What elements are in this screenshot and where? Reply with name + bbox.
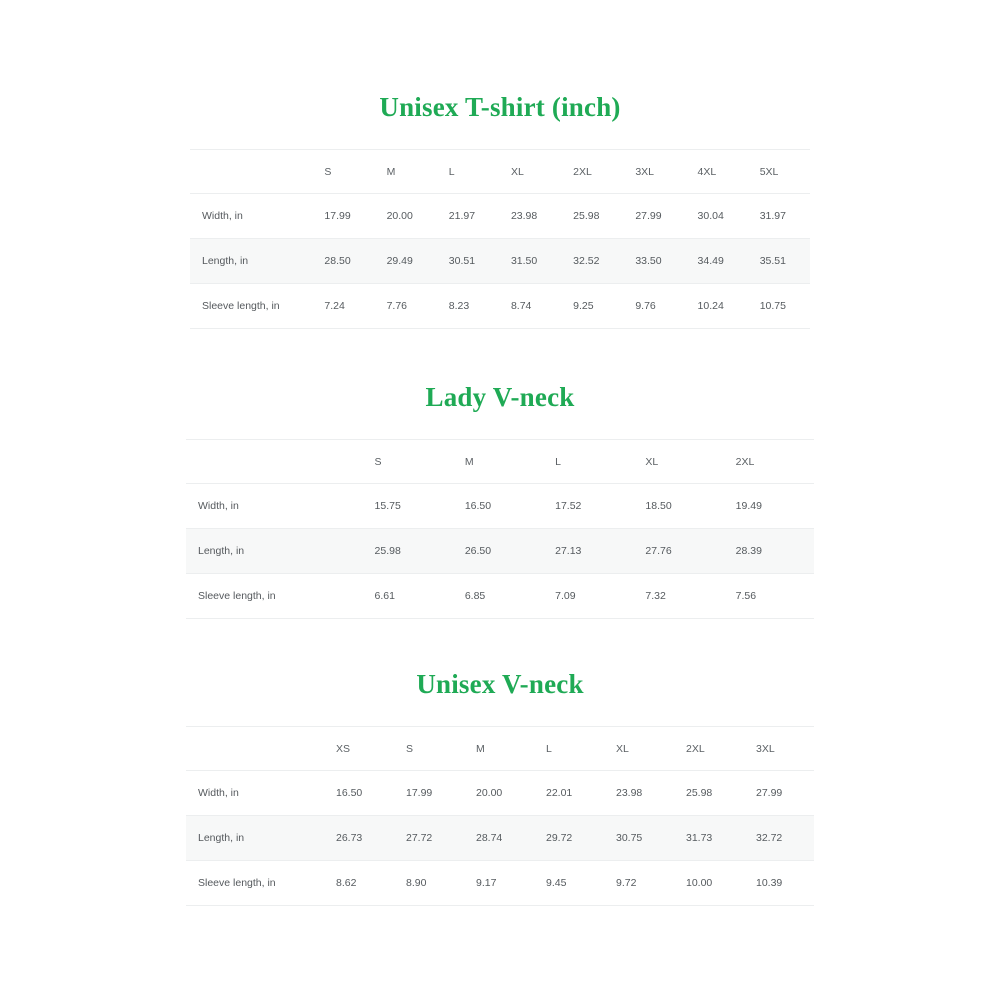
column-header-2xl: 2XL (724, 440, 814, 484)
row-label: Width, in (186, 771, 324, 816)
table-cell: 29.49 (375, 239, 437, 284)
table-cell: 8.62 (324, 861, 394, 906)
table-row (186, 771, 814, 816)
table-cell: 9.72 (604, 861, 674, 906)
section-title: Unisex V-neck (416, 669, 584, 699)
table-header-row (186, 727, 814, 771)
table-cell: 10.24 (686, 284, 748, 329)
table-cell: 28.39 (724, 529, 814, 574)
column-header-blank (190, 150, 312, 194)
size-table-unisex-vneck (186, 726, 814, 906)
table-cell: 21.97 (437, 194, 499, 239)
column-header-l: L (534, 727, 604, 771)
table-cell: 6.85 (453, 574, 543, 619)
table-cell: 6.61 (363, 574, 453, 619)
table-row (190, 194, 810, 239)
size-table-lady-vneck (186, 439, 814, 619)
table-row (186, 529, 814, 574)
table-cell: 27.99 (744, 771, 814, 816)
table-cell: 7.76 (375, 284, 437, 329)
table-container (0, 439, 1000, 619)
table-cell: 10.39 (744, 861, 814, 906)
table-header-row (190, 150, 810, 194)
column-header-2xl: 2XL (561, 150, 623, 194)
table-cell: 31.73 (674, 816, 744, 861)
section-title: Unisex T-shirt (inch) (379, 92, 621, 122)
table-cell: 7.24 (312, 284, 374, 329)
table-cell: 26.73 (324, 816, 394, 861)
table-cell: 17.99 (394, 771, 464, 816)
column-header-m: M (453, 440, 543, 484)
column-header-5xl: 5XL (748, 150, 810, 194)
table-cell: 16.50 (453, 484, 543, 529)
table-cell: 8.23 (437, 284, 499, 329)
row-label: Sleeve length, in (186, 574, 363, 619)
table-cell: 32.52 (561, 239, 623, 284)
table-cell: 18.50 (633, 484, 723, 529)
table-cell: 9.76 (623, 284, 685, 329)
row-label: Sleeve length, in (186, 861, 324, 906)
table-cell: 27.76 (633, 529, 723, 574)
column-header-l: L (543, 440, 633, 484)
table-cell: 16.50 (324, 771, 394, 816)
table-cell: 32.72 (744, 816, 814, 861)
column-header-4xl: 4XL (686, 150, 748, 194)
row-label: Length, in (186, 816, 324, 861)
column-header-s: S (312, 150, 374, 194)
table-container (0, 726, 1000, 906)
table-cell: 30.75 (604, 816, 674, 861)
table-cell: 25.98 (363, 529, 453, 574)
table-cell: 29.72 (534, 816, 604, 861)
table-cell: 25.98 (674, 771, 744, 816)
table-cell: 8.74 (499, 284, 561, 329)
table-cell: 20.00 (375, 194, 437, 239)
column-header-3xl: 3XL (623, 150, 685, 194)
table-cell: 10.75 (748, 284, 810, 329)
table-row (186, 861, 814, 906)
column-header-l: L (437, 150, 499, 194)
column-header-m: M (464, 727, 534, 771)
table-row (186, 574, 814, 619)
size-section-unisex-tshirt (0, 92, 1000, 329)
column-header-s: S (394, 727, 464, 771)
row-label: Length, in (186, 529, 363, 574)
size-section-lady-vneck (0, 382, 1000, 619)
table-cell: 34.49 (686, 239, 748, 284)
column-header-s: S (363, 440, 453, 484)
column-header-blank (186, 440, 363, 484)
table-cell: 27.99 (623, 194, 685, 239)
table-cell: 35.51 (748, 239, 810, 284)
table-cell: 26.50 (453, 529, 543, 574)
table-cell: 31.50 (499, 239, 561, 284)
table-cell: 22.01 (534, 771, 604, 816)
table-cell: 20.00 (464, 771, 534, 816)
table-cell: 15.75 (363, 484, 453, 529)
table-cell: 10.00 (674, 861, 744, 906)
column-header-xs: XS (324, 727, 394, 771)
table-cell: 23.98 (604, 771, 674, 816)
table-cell: 7.56 (724, 574, 814, 619)
column-header-xl: XL (604, 727, 674, 771)
row-label: Length, in (190, 239, 312, 284)
table-cell: 23.98 (499, 194, 561, 239)
table-cell: 7.09 (543, 574, 633, 619)
row-label: Width, in (186, 484, 363, 529)
column-header-2xl: 2XL (674, 727, 744, 771)
column-header-m: M (375, 150, 437, 194)
column-header-xl: XL (499, 150, 561, 194)
table-cell: 25.98 (561, 194, 623, 239)
table-row (190, 239, 810, 284)
column-header-blank (186, 727, 324, 771)
table-cell: 9.25 (561, 284, 623, 329)
table-cell: 7.32 (633, 574, 723, 619)
table-header-row (186, 440, 814, 484)
size-table-unisex-tshirt (190, 149, 810, 329)
table-cell: 17.99 (312, 194, 374, 239)
column-header-3xl: 3XL (744, 727, 814, 771)
table-cell: 27.13 (543, 529, 633, 574)
table-row (190, 284, 810, 329)
table-cell: 19.49 (724, 484, 814, 529)
column-header-xl: XL (633, 440, 723, 484)
size-section-unisex-vneck (0, 669, 1000, 906)
row-label: Sleeve length, in (190, 284, 312, 329)
table-row (186, 484, 814, 529)
row-label: Width, in (190, 194, 312, 239)
table-cell: 9.17 (464, 861, 534, 906)
table-cell: 9.45 (534, 861, 604, 906)
table-cell: 31.97 (748, 194, 810, 239)
table-cell: 27.72 (394, 816, 464, 861)
table-cell: 28.50 (312, 239, 374, 284)
table-cell: 17.52 (543, 484, 633, 529)
table-cell: 33.50 (623, 239, 685, 284)
table-cell: 30.04 (686, 194, 748, 239)
table-row (186, 816, 814, 861)
table-container (0, 149, 1000, 329)
table-cell: 8.90 (394, 861, 464, 906)
table-cell: 28.74 (464, 816, 534, 861)
section-title: Lady V-neck (425, 382, 575, 412)
table-cell: 30.51 (437, 239, 499, 284)
